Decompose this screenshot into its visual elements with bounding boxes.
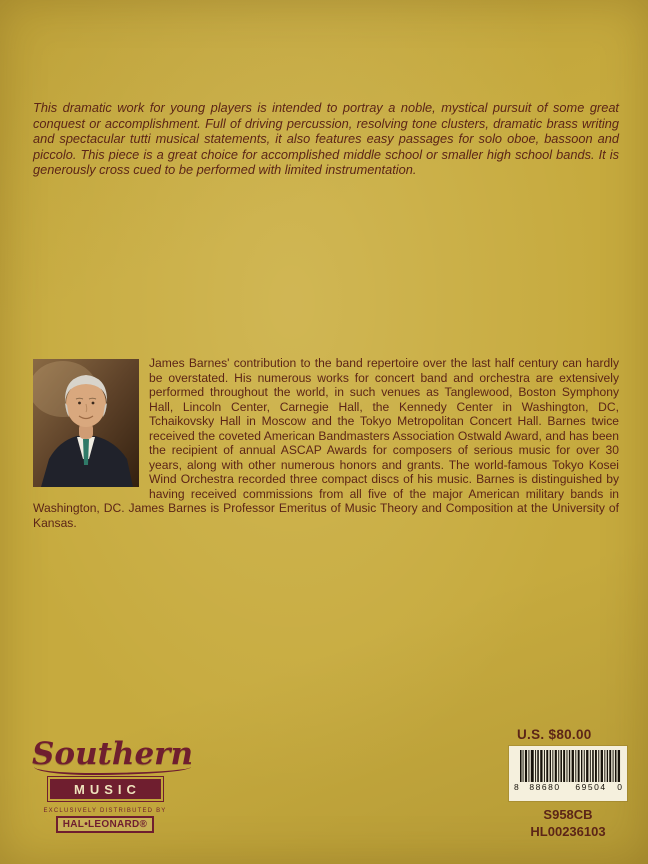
composer-photo: [33, 359, 139, 487]
catalog-number: S958CB: [543, 807, 593, 822]
barcode-digit-right: 0: [617, 782, 622, 792]
composer-portrait-illustration: [33, 359, 139, 487]
program-note: This dramatic work for young players is intended to portray a noble, mystical pursuit of some great conquest or accomplishment. Full of driving percussion, resolving tone clusters, dramatic brass writing and spectacular tutti musical statements, it also features easy passages for solo oboe, bassoon and piccolo. This piece is a great choice for accomplished middle school or smaller high school bands. It is generously cross cued to be performed with limited instrumentation.: [33, 100, 619, 178]
hal-leonard-number: HL00236103: [530, 824, 606, 839]
barcode-digit-left: 8: [514, 782, 519, 792]
distributed-by-line: EXCLUSIVELY DISTRIBUTED BY: [43, 807, 167, 814]
southern-music-wordmark: MUSIC: [50, 779, 161, 799]
barcode-group-right: 69504: [575, 782, 607, 792]
price-label: U.S. $80.00: [517, 727, 592, 742]
publisher-logo-block: [30, 736, 194, 833]
composer-bio-text: James Barnes' contribution to the band repertoire over the last half century can hardly be overstated. His numerous works for concert band and orchestra are extensively performed throughout the world, in such venues as Tanglewood, Boston Symphony Hall, Lincoln Center, Carnegie Hall, the Kennedy Center in Washington, DC, Tchaikovsky Hall in Moscow and the Tokyo Metropolitan Concert Hall. Barnes twice received the coveted American Bandmasters Association Ostwald Award, and has been the recipient of annual ASCAP Awards for composers of serious music for over 30 years, along with other numerous honors and grants. The world-famous Tokyo Kosei Wind Orchestra recorded three compact discs of his music. Barnes is distinguished by having received commissions from all five of the major American military bands in Washington, DC. James Barnes is Professor Emeritus of Music Theory and Composition at the University of Kansas.: [33, 356, 619, 530]
barcode-group-left: 88680: [529, 782, 561, 792]
retail-block: [509, 727, 627, 839]
barcode-digits: [514, 783, 622, 792]
barcode-bars: [520, 750, 622, 782]
hal-leonard-logo: HAL•LEONARD®: [56, 816, 154, 833]
barcode: [509, 746, 627, 801]
composer-bio-section: [33, 356, 619, 530]
southern-music-script-logo: Southern: [30, 738, 199, 775]
